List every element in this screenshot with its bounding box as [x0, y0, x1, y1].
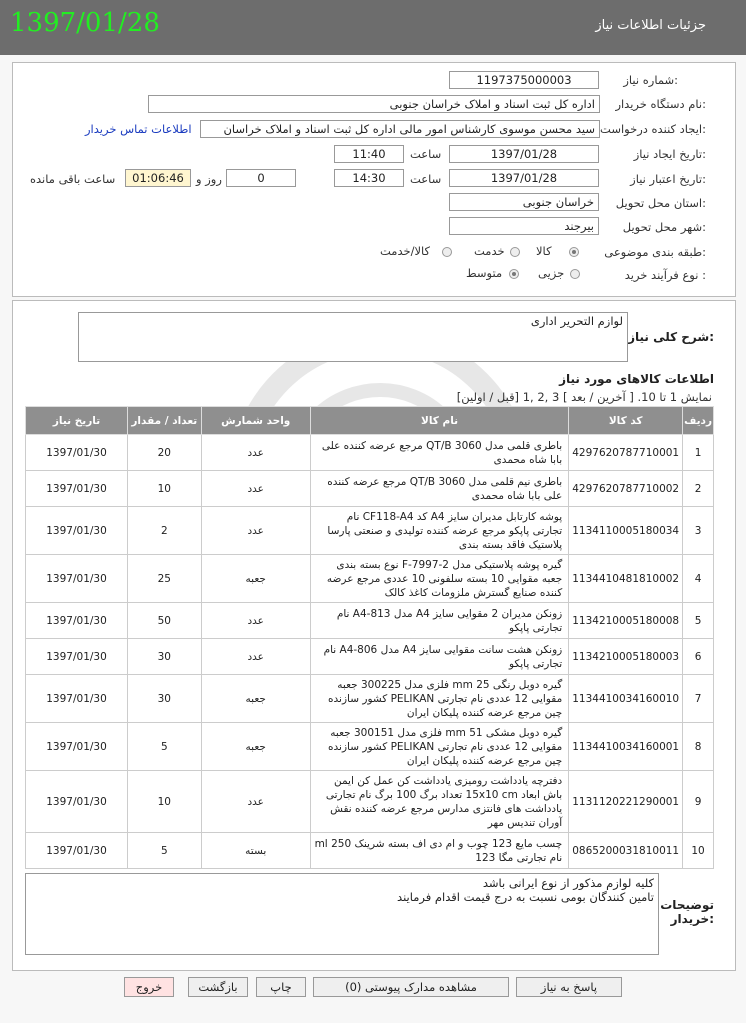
- cell-row: 3: [683, 507, 714, 555]
- cell-date: 1397/01/30: [26, 723, 128, 771]
- cell-row: 7: [683, 675, 714, 723]
- exit-button[interactable]: خروج: [124, 977, 174, 997]
- table-row: [26, 639, 714, 675]
- cell-date: 1397/01/30: [26, 471, 128, 507]
- back-button[interactable]: بازگشت: [188, 977, 248, 997]
- cell-code: 1134210005180008: [569, 603, 683, 639]
- notes-line-1: کلیه لوازم مذکور از نوع ایرانی باشد: [482, 876, 654, 890]
- city-label: شهر محل تحویل:: [622, 220, 706, 234]
- cell-unit: جعبه: [201, 555, 310, 603]
- remaining-label: ساعت باقی مانده: [30, 172, 116, 186]
- cell-date: 1397/01/30: [26, 771, 128, 833]
- cell-row: 6: [683, 639, 714, 675]
- cell-code: 4297620787710001: [569, 435, 683, 471]
- cell-qty: 10: [128, 471, 201, 507]
- cell-qty: 30: [128, 675, 201, 723]
- province-field[interactable]: خراسان جنوبی: [449, 193, 599, 211]
- col-code: کد کالا: [569, 407, 683, 435]
- category-radio-service[interactable]: [510, 247, 520, 257]
- cell-code: 1134210005180003: [569, 639, 683, 675]
- remaining-time-field: 01:06:46: [125, 169, 191, 187]
- cell-name: دفترچه یادداشت رومیزی یادداشت کن عمل کن ایمن باش ابعاد 15x10 cm تعداد برگ 100 برگ نام تجارتی یادداشت های فانتزی مدارس مرجع عرضه کننده نقش آوران تندیس مهر: [310, 771, 568, 833]
- notes-textarea[interactable]: [25, 873, 659, 955]
- items-section-title: اطلاعات کالاهای مورد نیاز: [559, 372, 714, 386]
- cell-unit: جعبه: [201, 675, 310, 723]
- top-bar: [0, 0, 746, 55]
- page-title: جزئیات اطلاعات نیاز: [595, 18, 706, 33]
- purchase-type-label: نوع فرآیند خرید :: [624, 268, 706, 282]
- items-table: [25, 406, 714, 869]
- cell-unit: جعبه: [201, 723, 310, 771]
- cell-unit: عدد: [201, 771, 310, 833]
- cell-qty: 5: [128, 833, 201, 869]
- cell-name: باطری نیم قلمی مدل QT/B 3060 مرجع عرضه کننده علی بابا شاه محمدی: [310, 471, 568, 507]
- cell-qty: 50: [128, 603, 201, 639]
- cell-unit: بسته: [201, 833, 310, 869]
- col-unit: واحد شمارش: [201, 407, 310, 435]
- table-row: [26, 555, 714, 603]
- cell-name: گیره پوشه پلاستیکی مدل F-7997-2 نوع بسته بندی جعبه مقوایی 10 بسته سلفونی 10 عددی مرجع عرضه کننده صنایع گسترش ملزومات کاغذ کالک: [310, 555, 568, 603]
- cell-row: 10: [683, 833, 714, 869]
- table-row: [26, 675, 714, 723]
- table-row: [26, 471, 714, 507]
- purchase-option-minor: جزیی: [538, 266, 565, 280]
- created-date-label: تاریخ ایجاد نیاز:: [633, 147, 706, 161]
- valid-date-field[interactable]: 1397/01/28: [449, 169, 599, 187]
- cell-unit: عدد: [201, 435, 310, 471]
- cell-date: 1397/01/30: [26, 675, 128, 723]
- cell-row: 1: [683, 435, 714, 471]
- cell-qty: 10: [128, 771, 201, 833]
- requester-field[interactable]: سید محسن موسوی کارشناس امور مالی اداره کل ثبت اسناد و املاک خراسان: [200, 120, 600, 138]
- cell-code: 1134410034160001: [569, 723, 683, 771]
- cell-name: زونکن هشت سانت مقوایی سایز A4 مدل A4-806 نام تجارتی پاپکو: [310, 639, 568, 675]
- contact-info-link[interactable]: اطلاعات تماس خریدار: [85, 122, 192, 136]
- attachments-button[interactable]: مشاهده مدارک پیوستی (0): [313, 977, 509, 997]
- cell-date: 1397/01/30: [26, 639, 128, 675]
- summary-label: شرح کلی نیاز:: [628, 330, 714, 344]
- days-field[interactable]: 0: [226, 169, 296, 187]
- valid-time-field[interactable]: 14:30: [334, 169, 404, 187]
- table-row: [26, 833, 714, 869]
- city-field[interactable]: بیرجند: [449, 217, 599, 235]
- cell-code: 1134110005180034: [569, 507, 683, 555]
- cell-qty: 20: [128, 435, 201, 471]
- header-date: 1397/01/28: [10, 8, 160, 38]
- col-date: تاریخ نیاز: [26, 407, 128, 435]
- cell-date: 1397/01/30: [26, 507, 128, 555]
- need-number-field[interactable]: 1197375000003: [449, 71, 599, 89]
- created-time-label: ساعت: [410, 147, 442, 161]
- cell-name: پوشه کارتابل مدیران سایز A4 کد CF118-A4 نام تجارتی پاپکو مرجع عرضه کننده تولیدی و صنعتی پارسا پلاستیک فاقد بسته بندی: [310, 507, 568, 555]
- print-button[interactable]: چاپ: [256, 977, 306, 997]
- cell-date: 1397/01/30: [26, 435, 128, 471]
- category-radio-both[interactable]: [442, 247, 452, 257]
- cell-row: 5: [683, 603, 714, 639]
- cell-name: باطری قلمی مدل QT/B 3060 مرجع عرضه کننده علی بابا شاه محمدی: [310, 435, 568, 471]
- category-option-service: خدمت: [474, 244, 505, 258]
- cell-row: 2: [683, 471, 714, 507]
- cell-unit: عدد: [201, 471, 310, 507]
- cell-date: 1397/01/30: [26, 833, 128, 869]
- purchase-radio-medium[interactable]: [509, 269, 519, 279]
- cell-code: 1131120221290001: [569, 771, 683, 833]
- cell-date: 1397/01/30: [26, 603, 128, 639]
- cell-name: گیره دوبل مشکی 51 mm فلزی مدل 300151 جعبه مقوایی 12 عددی نام تجارتی PELIKAN کشور سازنده چین مرجع عرضه کننده پلیکان ایران: [310, 723, 568, 771]
- table-row: [26, 771, 714, 833]
- valid-date-label: تاریخ اعتبار نیاز:: [630, 172, 706, 186]
- notes-label: توضیحات خریدار:: [660, 898, 714, 926]
- purchase-radio-minor[interactable]: [570, 269, 580, 279]
- cell-name: گیره دوبل رنگی 25 mm فلزی مدل 300225 جعبه مقوایی 12 عددی نام تجارتی PELIKAN کشور سازنده چین مرجع عرضه کننده پلیکان ایران: [310, 675, 568, 723]
- col-row: ردیف: [683, 407, 714, 435]
- table-row: [26, 435, 714, 471]
- buyer-org-label: نام دستگاه خریدار:: [615, 97, 706, 111]
- cell-qty: 30: [128, 639, 201, 675]
- cell-unit: عدد: [201, 639, 310, 675]
- need-number-label: شماره نیاز:: [623, 73, 678, 87]
- cell-unit: عدد: [201, 507, 310, 555]
- col-name: نام کالا: [310, 407, 568, 435]
- table-header-row: [26, 407, 714, 435]
- category-option-both: کالا/خدمت: [380, 244, 431, 258]
- cell-qty: 5: [128, 723, 201, 771]
- table-row: [26, 603, 714, 639]
- table-row: [26, 723, 714, 771]
- cell-date: 1397/01/30: [26, 555, 128, 603]
- cell-code: 1134410034160010: [569, 675, 683, 723]
- cell-code: 4297620787710002: [569, 471, 683, 507]
- summary-textarea[interactable]: لوازم التحریر اداری: [78, 312, 628, 362]
- created-time-field[interactable]: 11:40: [334, 145, 404, 163]
- pagination[interactable]: نمایش 1 تا 10. [ آخرین / بعد ] 3 ,2 ,1 [قبل / اولین]: [456, 390, 712, 404]
- category-radio-goods[interactable]: [569, 247, 579, 257]
- cell-row: 8: [683, 723, 714, 771]
- reply-button[interactable]: پاسخ به نیاز: [516, 977, 622, 997]
- cell-name: چسب مایع 123 چوب و ام دی اف بسته شرینک 250 ml نام تجارتی مگا 123: [310, 833, 568, 869]
- province-label: استان محل تحویل:: [615, 196, 706, 210]
- cell-code: 1134410481810002: [569, 555, 683, 603]
- cell-qty: 25: [128, 555, 201, 603]
- purchase-option-medium: متوسط: [466, 266, 503, 280]
- cell-row: 4: [683, 555, 714, 603]
- category-label: طبقه بندی موضوعی:: [604, 245, 706, 259]
- days-label: روز و: [196, 172, 222, 186]
- valid-time-label: ساعت: [410, 172, 442, 186]
- cell-name: زونکن مدیران 2 مقوایی سایز A4 مدل A4-813 نام تجارتی پاپکو: [310, 603, 568, 639]
- table-row: [26, 507, 714, 555]
- created-date-field[interactable]: 1397/01/28: [449, 145, 599, 163]
- category-option-goods: کالا: [536, 244, 552, 258]
- notes-line-2: تامین کنندگان بومی نسبت به درج قیمت اقدام فرمایند: [397, 890, 654, 904]
- cell-qty: 2: [128, 507, 201, 555]
- cell-row: 9: [683, 771, 714, 833]
- col-qty: تعداد / مقدار: [128, 407, 201, 435]
- cell-unit: عدد: [201, 603, 310, 639]
- buyer-org-field[interactable]: اداره کل ثبت اسناد و املاک خراسان جنوبی: [148, 95, 600, 113]
- cell-code: 0865200031810011: [569, 833, 683, 869]
- requester-label: ایجاد کننده درخواست:: [600, 122, 706, 136]
